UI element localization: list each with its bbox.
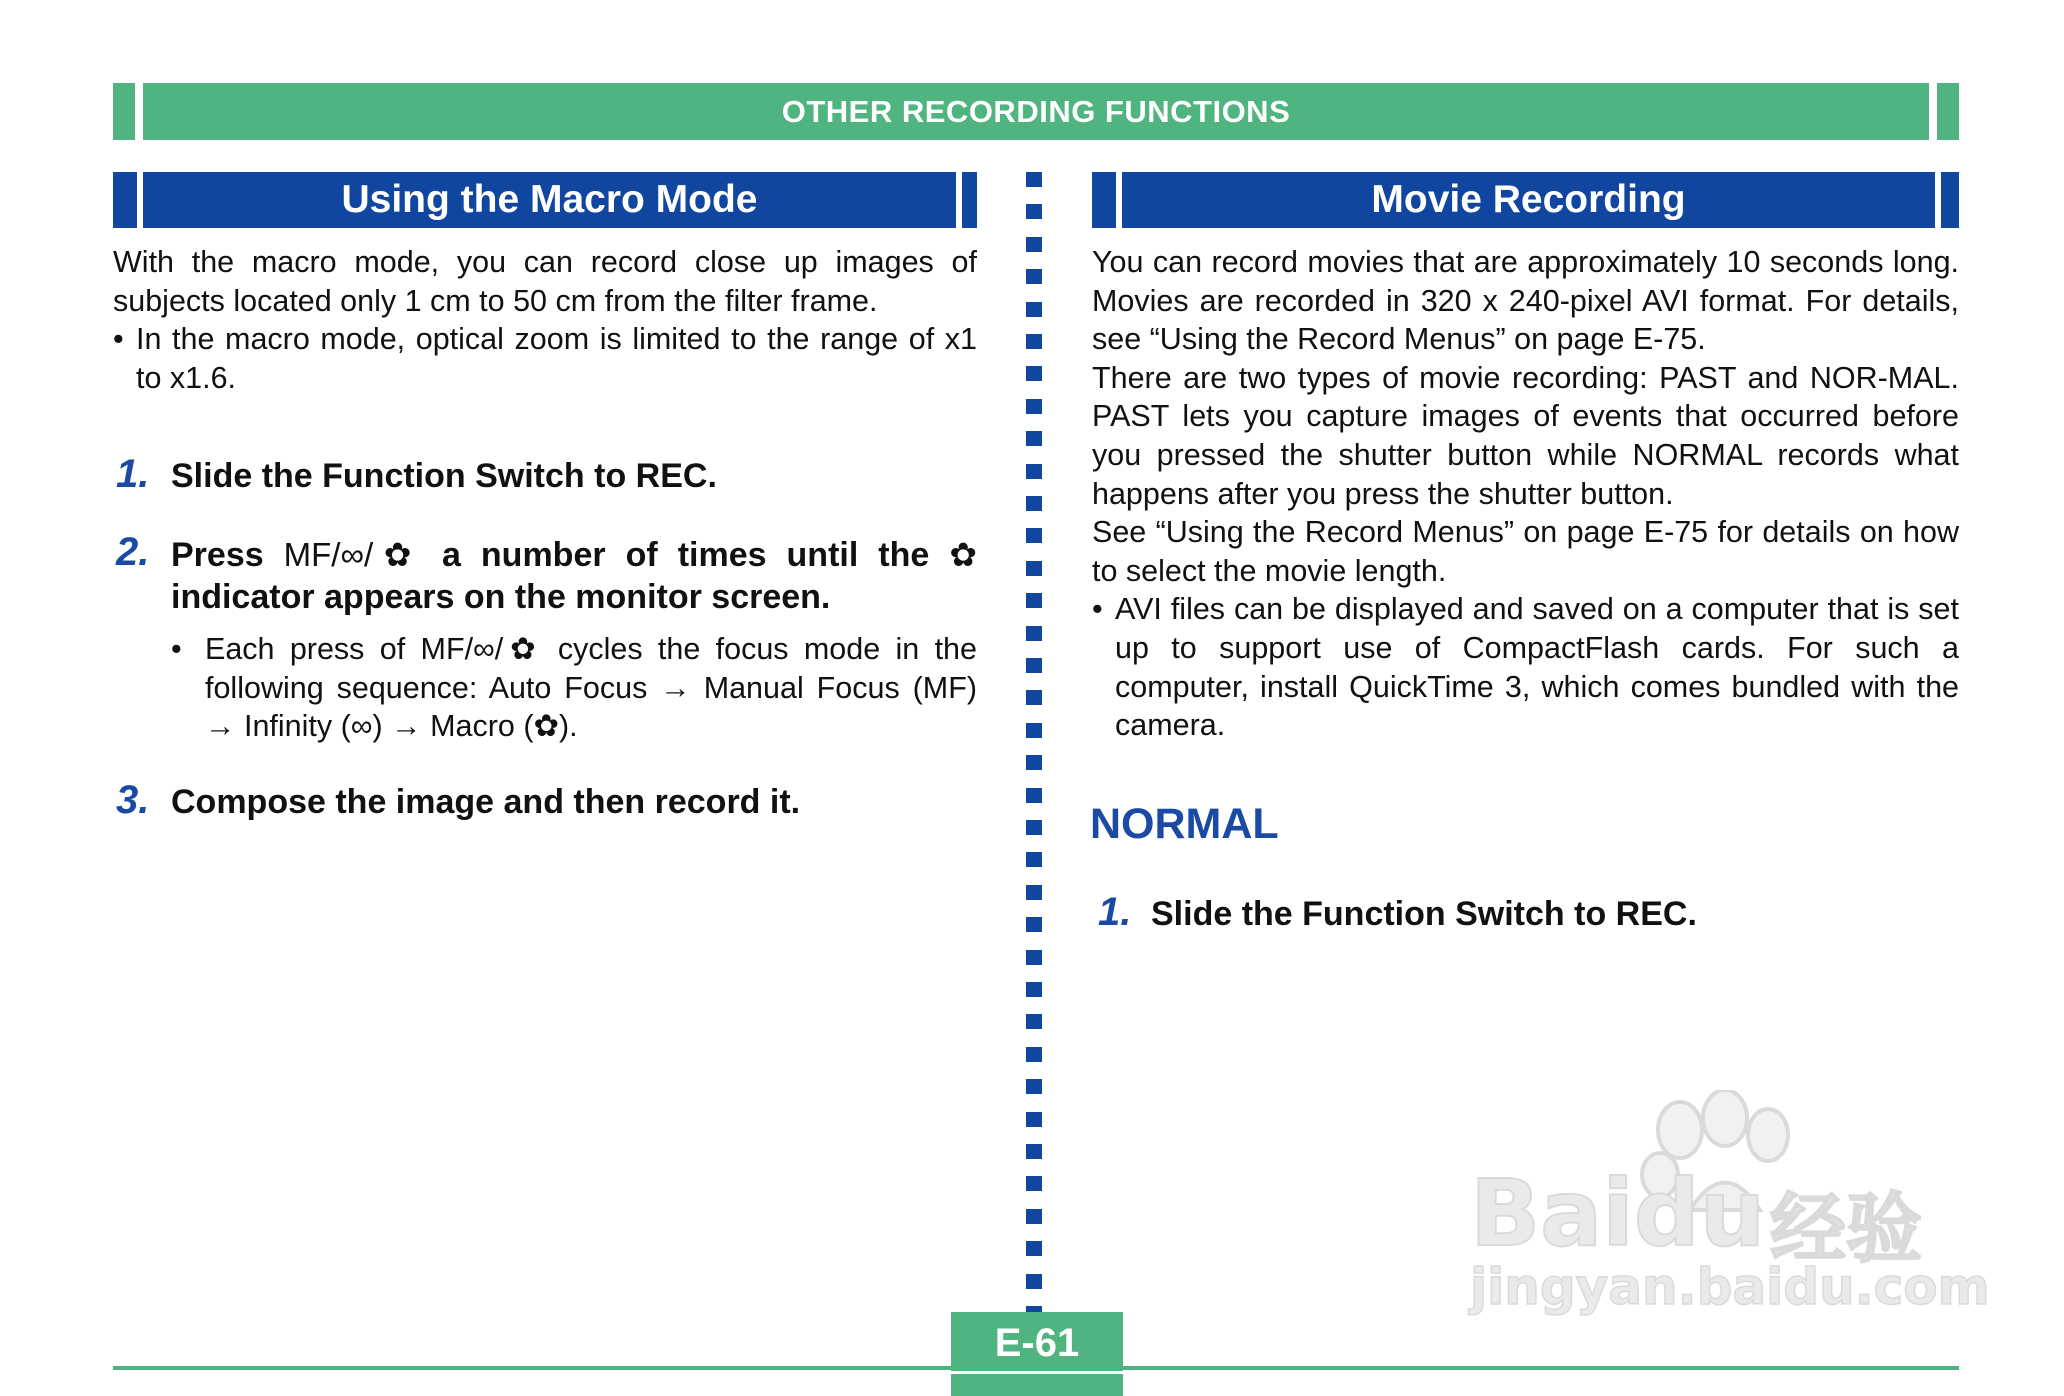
baidu-watermark bbox=[1470, 1090, 1990, 1320]
normal-subheading: NORMAL bbox=[1090, 800, 1279, 848]
divider-square bbox=[1026, 885, 1042, 900]
left-header-left-tab bbox=[113, 172, 137, 228]
divider-square bbox=[1026, 852, 1042, 867]
right-section-title: Movie Recording bbox=[1122, 172, 1935, 228]
step-1-text: Slide the Function Switch to REC. bbox=[171, 457, 717, 495]
divider-square bbox=[1026, 399, 1042, 414]
step-2-text-a: Press bbox=[171, 536, 264, 574]
watermark-brand-a: Bai bbox=[1470, 1160, 1634, 1267]
divider-square bbox=[1026, 1047, 1042, 1062]
focus-button-icon-2: MF/∞/✿ bbox=[420, 632, 543, 666]
right-para-1: You can record movies that are approximately 10 seconds long. Movies are recorded in 320 x 240-pixel AVI format. For details, see “Using the Record Menus” on page E-75. bbox=[1092, 245, 1959, 357]
divider-square bbox=[1026, 269, 1042, 284]
divider-square bbox=[1026, 496, 1042, 511]
sub-bullet-dot: • bbox=[171, 632, 182, 666]
right-step-1-text: Slide the Function Switch to REC. bbox=[1151, 895, 1697, 933]
right-header-right-tab bbox=[1941, 172, 1959, 228]
divider-square bbox=[1026, 366, 1042, 381]
page-number: E-61 bbox=[994, 1321, 1080, 1365]
step-3-number: 3. bbox=[116, 778, 150, 822]
divider-square bbox=[1026, 626, 1042, 641]
divider-square bbox=[1026, 464, 1042, 479]
watermark-brand bbox=[1470, 1160, 1765, 1267]
right-para-3: See “Using the Record Menus” on page E-75 for details on how to select the movie length. bbox=[1092, 515, 1959, 588]
divider-square bbox=[1026, 788, 1042, 803]
watermark-url: jingyan.baidu.com bbox=[1470, 1258, 1990, 1316]
divider-square bbox=[1026, 755, 1042, 770]
divider-square bbox=[1026, 1079, 1042, 1094]
left-bullet-text: In the macro mode, optical zoom is limited to the range of x1 to x1.6. bbox=[136, 322, 977, 395]
divider-square bbox=[1026, 561, 1042, 576]
section-banner: OTHER RECORDING FUNCTIONS bbox=[143, 83, 1929, 140]
right-bullet-text: AVI files can be displayed and saved on a computer that is set up to support use of CompactFlash cards. For such a computer, install QuickTime 3, which comes bundled with the camera. bbox=[1115, 592, 1959, 743]
divider-square bbox=[1026, 593, 1042, 608]
sub-bullet-text-b: cycles the focus mode in the following sequence: Auto Focus → Manual Focus (MF) → Infinity (∞) → Macro (✿). bbox=[205, 632, 977, 744]
divider-square bbox=[1026, 237, 1042, 252]
focus-button-icon: MF/∞/✿ bbox=[283, 536, 422, 573]
right-step-1-number: 1. bbox=[1098, 890, 1132, 934]
step-2-text bbox=[171, 533, 977, 577]
divider-square bbox=[1026, 723, 1042, 738]
divider-square bbox=[1026, 690, 1042, 705]
left-bullet bbox=[113, 320, 977, 397]
step-2-number: 2. bbox=[116, 530, 150, 574]
divider-square bbox=[1026, 658, 1042, 673]
banner-left-tab bbox=[113, 83, 135, 140]
divider-square bbox=[1026, 1176, 1042, 1191]
divider-square bbox=[1026, 950, 1042, 965]
step-3-text: Compose the image and then record it. bbox=[171, 783, 801, 821]
divider-square bbox=[1026, 1274, 1042, 1289]
divider-square bbox=[1026, 204, 1042, 219]
left-intro-text: With the macro mode, you can record close up images of subjects located only 1 cm to 50 cm from the filter frame. bbox=[113, 245, 977, 318]
step-2-sub-bullet bbox=[171, 630, 977, 746]
divider-square bbox=[1026, 528, 1042, 543]
divider-square bbox=[1026, 820, 1042, 835]
bullet-dot: • bbox=[1092, 592, 1103, 627]
right-header-left-tab bbox=[1092, 172, 1116, 228]
step-1-number: 1. bbox=[116, 452, 150, 496]
macro-flower-icon: ✿ bbox=[949, 536, 977, 573]
left-header-right-tab bbox=[962, 172, 977, 228]
divider-square bbox=[1026, 172, 1042, 187]
right-body bbox=[1092, 243, 1959, 745]
left-intro bbox=[113, 243, 977, 397]
watermark-cn: 经验 bbox=[1770, 1184, 1922, 1273]
watermark-brand-b: du bbox=[1633, 1160, 1766, 1267]
right-bullet bbox=[1092, 590, 1959, 744]
divider-square bbox=[1026, 1014, 1042, 1029]
banner-right-tab bbox=[1937, 83, 1959, 140]
sub-bullet-text-a: Each press of bbox=[205, 632, 406, 666]
divider-square bbox=[1026, 431, 1042, 446]
divider-square bbox=[1026, 1209, 1042, 1224]
step-2-text-c: indicator appears on the monitor screen. bbox=[171, 578, 831, 616]
divider-square bbox=[1026, 917, 1042, 932]
step-2-text-b: a number of times until the bbox=[441, 536, 930, 574]
divider-square bbox=[1026, 1112, 1042, 1127]
divider-square bbox=[1026, 302, 1042, 317]
right-para-2: There are two types of movie recording: PAST and NOR-MAL. PAST lets you capture images of events that occurred before you pressed the shutter button while NORMAL records what happens after you press the shutter button. bbox=[1092, 360, 1959, 511]
divider-square bbox=[1026, 1241, 1042, 1256]
divider-square bbox=[1026, 982, 1042, 997]
divider-square bbox=[1026, 1144, 1042, 1159]
bullet-dot: • bbox=[113, 322, 124, 357]
left-section-title: Using the Macro Mode bbox=[143, 172, 956, 228]
divider-square bbox=[1026, 334, 1042, 349]
